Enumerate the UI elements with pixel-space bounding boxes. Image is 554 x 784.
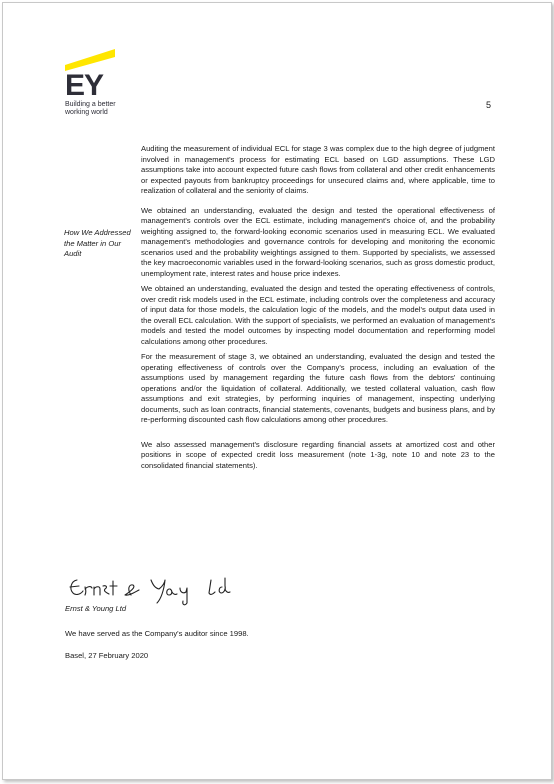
page-number: 5: [486, 100, 492, 110]
paragraph-intro: Auditing the measurement of individual ECL for stage 3 was complex due to the high degree of judgment involved in management's process for estimating ECL based on LGD assumptions. These LGD assumptions take into account expected future cash flows from collateral and other credit enhancements or expected payouts from bankruptcy proceedings for unsecured claims and, where applicable, time to realization of collateral and the seniority of claims.: [141, 144, 495, 195]
signature-drawing: [65, 575, 255, 607]
paragraph-models: We obtained an understanding, evaluated the design and tested the operating effectiveness of controls, over credit risk models used in the ECL estimate, including controls over the completeness and accuracy of input data for those models, the calculation logic of the models, and the model's output data used in the overall ECL calculation. With the support of specialists, we performed an evaluation of management's models and tested the model outcomes by inspecting model documentation and reperforming model calculations among other procedures.: [141, 284, 495, 346]
document-page: [2, 2, 552, 780]
handwritten-signature: [65, 575, 255, 607]
auditor-since-text: We have served as the Company's auditor since 1998.: [65, 629, 249, 638]
ey-logo-tagline: Building a better working world: [65, 101, 116, 116]
paragraph-controls: We obtained an understanding, evaluated the design and tested the operational effectiveness of management's controls over the ECL estimate, including management's choice of, and the probability weighting assigned to, the forward-looking economic scenarios used in measuring ECL. We evaluated management's methodologies and governance controls for developing and monitoring the economic scenarios used and the probability weightings assigned to them. Supported by specialists, we assessed the key macroeconomic variables used in the forward-looking scenarios, such as gross domestic product, unemployment rate, interest rates and house price indexes.: [141, 205, 495, 278]
firm-name: Ernst & Young Ltd: [65, 604, 127, 613]
ey-logo: [65, 49, 135, 119]
ey-logo-mark: EY: [65, 69, 104, 102]
place-and-date: Basel, 27 February 2020: [65, 651, 149, 660]
paragraph-disclosure: We also assessed management's disclosure regarding financial assets at amortized cost and other positions in scope of expected credit loss measurement (note 1-3g, note 10 and note 23 to the consolidated financial statements).: [141, 439, 495, 470]
body-text: [141, 144, 495, 471]
side-heading: How We Addressed the Matter in Our Audit: [64, 228, 131, 258]
paragraph-stage3: For the measurement of stage 3, we obtained an understanding, evaluated the design and tested the operating effectiveness of controls over the Company's process, including an evaluation of the assumptions used by management regarding the future cash flows from the debtors' continuing operations and/or the liquidation of collateral. Additionally, we tested collateral valuation, cash flow assumptions and exit strategies, by performing inquiries of management, inspecting underlying documents, such as loan contracts, financial statements, covenants, budgets and business plans, and by re-performing discounted cash flow calculations among other procedures.: [141, 352, 495, 424]
